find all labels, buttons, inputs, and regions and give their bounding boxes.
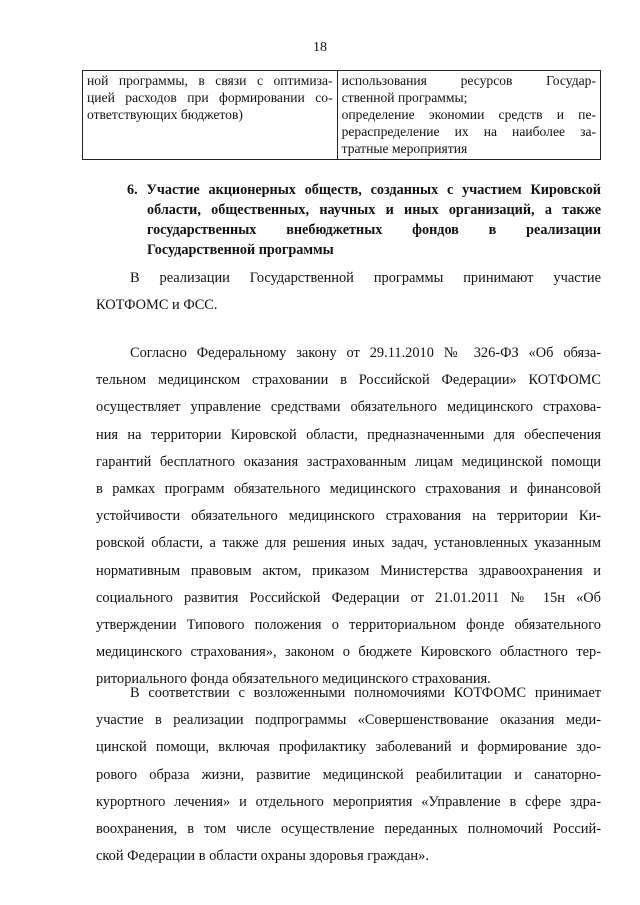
paragraph-line: нормативным правовым актом, приказом Министерства здравоохранения и	[96, 562, 601, 579]
table-cell-right	[337, 71, 600, 160]
heading-line: 6. Участие акционерных обществ, созданных с участием Кировской	[127, 182, 601, 198]
paragraph-line: риториального фонда обязательного медицинского страхования.	[96, 671, 491, 688]
paragraph-line: гарантий бесплатного оказания застрахованным лицам медицинской помощи	[96, 453, 601, 470]
paragraph-line: Согласно Федеральному закону от 29.11.2010 № 326-ФЗ «Об обяза-	[130, 345, 601, 361]
cell-text-line: ной программы, в связи с оптимиза-	[87, 73, 333, 88]
paragraph-line: воохранения, в том числе осуществление переданных полномочий Россий-	[96, 821, 601, 838]
cell-text-line: определение экономии средств и пе-	[341, 107, 596, 122]
paragraph-kotfoms-participation	[96, 680, 601, 870]
cell-text-line: использования ресурсов Государ-	[341, 73, 596, 88]
paragraph-line: курортного лечения» и отдельного мероприятия «Управление в сфере здра-	[96, 793, 601, 810]
paragraph-line: ской Федерации в области охраны здоровья граждан».	[96, 848, 429, 865]
paragraph-line: тельном медицинском страховании в Российской Федерации» КОТФОМС	[96, 372, 601, 389]
cell-text-line: тратные мероприятия	[341, 141, 468, 156]
paragraph-line: ровской области, а также для решения иных задач, установленных указанным	[96, 535, 601, 552]
paragraph-line: утверждении Типового положения о территориальном фонде обязательного	[96, 617, 601, 634]
paragraph-line: социального развития Российской Федерации от 21.01.2011 № 15н «Об	[96, 589, 601, 606]
paragraph-line: участие в реализации подпрограммы «Совершенствование оказания меди-	[96, 712, 601, 729]
paragraph-federal-law	[96, 340, 601, 694]
cell-text-line: ственной программы;	[341, 90, 468, 105]
paragraph-line: ния на территории Кировской области, предназначенными для обеспечения	[96, 426, 601, 443]
cell-text-line: рераспределение их на наиболее за-	[341, 124, 596, 139]
page-number: 18	[313, 40, 327, 55]
heading-line: области, общественных, научных и иных организаций, а также	[147, 202, 601, 218]
section-heading	[127, 180, 601, 260]
paragraph-line: рового образа жизни, развитие медицинской реабилитации и санаторно-	[96, 766, 601, 783]
paragraph-line: устойчивости обязательного медицинского страхования на территории Ки-	[96, 508, 601, 525]
table-row	[83, 71, 601, 160]
paragraph-line: цинской помощи, включая профилактику заболеваний и формирование здо-	[96, 739, 601, 756]
paragraph-line: осуществляет управление средствами обязательного медицинского страхова-	[96, 399, 601, 416]
table-cell-left	[83, 71, 338, 160]
paragraph-line: в рамках программ обязательного медицинского страхования и финансовой	[96, 481, 601, 498]
cell-text-line: ответствующих бюджетов)	[87, 107, 243, 122]
paragraph-line: В соответствии с возложенными полномочиями КОТФОМС принимает	[130, 685, 601, 701]
paragraph-participants	[96, 265, 601, 319]
paragraph-line: медицинского страхования», законом о бюджете Кировского областного тер-	[96, 644, 601, 661]
cell-text-line: цией расходов при формировании со-	[87, 90, 333, 105]
heading-line: государственных внебюджетных фондов в реализации	[147, 222, 601, 238]
table-fragment	[82, 70, 601, 160]
paragraph-line: В реализации Государственной программы принимают участие	[130, 270, 601, 286]
heading-line: Государственной программы	[147, 242, 334, 258]
paragraph-line: КОТФОМС и ФСС.	[96, 297, 218, 314]
